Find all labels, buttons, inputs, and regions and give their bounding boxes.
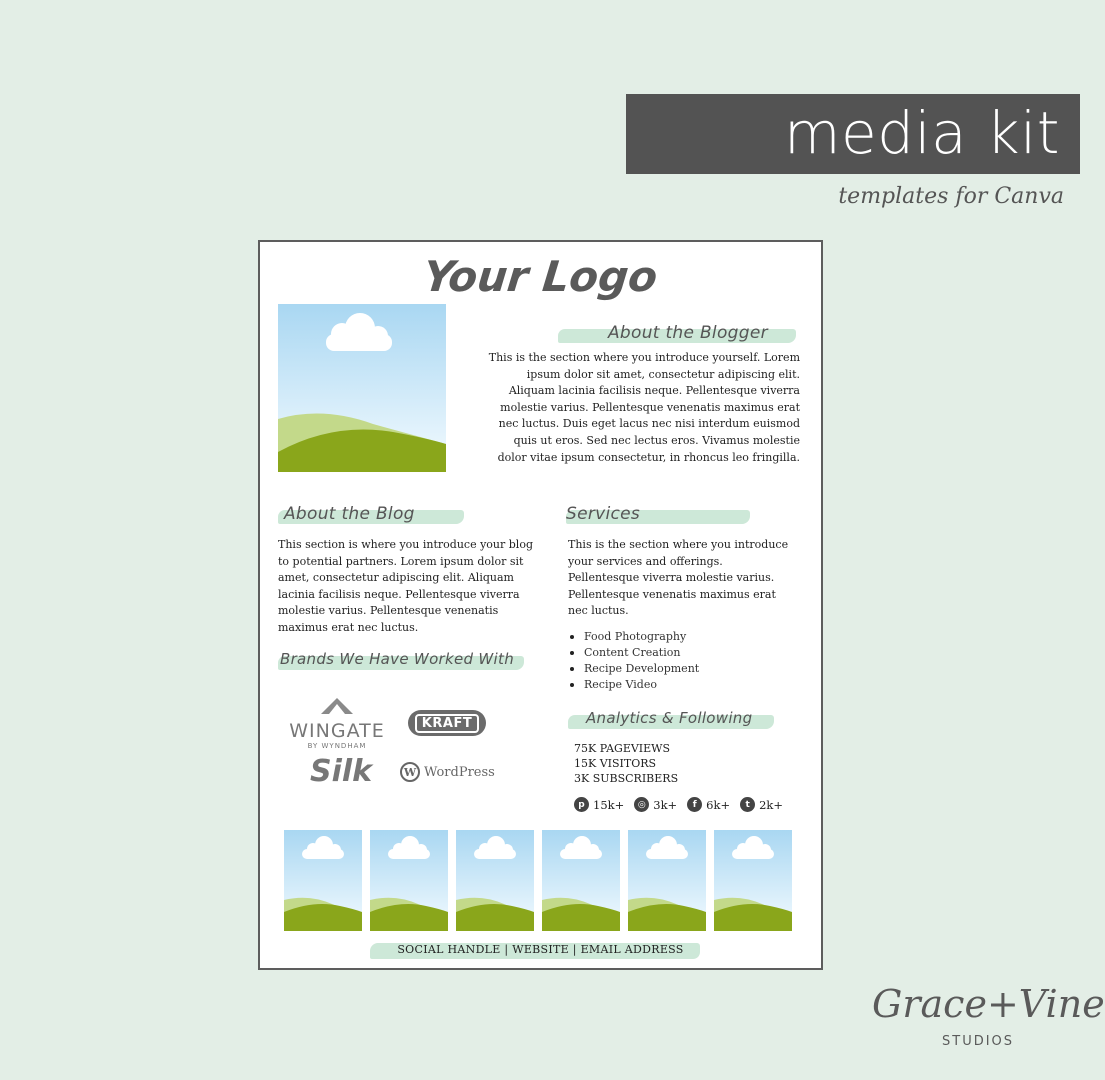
grace-vine-logo [868, 982, 1105, 1062]
landscape-image [456, 830, 534, 931]
social-twitter: t 2k+ [740, 797, 783, 812]
stat-pageviews: 75K PAGEVIEWS [574, 742, 671, 755]
pinterest-icon: p [574, 797, 589, 812]
services-list [568, 629, 768, 693]
gallery-image [456, 830, 534, 931]
heading-analytics: Analytics & Following [568, 711, 774, 733]
facebook-icon: f [687, 797, 702, 812]
wingate-logo: WINGATE BY WYNDHAM [288, 698, 386, 750]
brand-mark-sub: STUDIOS [942, 1034, 1015, 1049]
landscape-image [370, 830, 448, 931]
wingate-emblem-icon [317, 698, 357, 714]
landscape-image [628, 830, 706, 931]
heading-brands: Brands We Have Worked With [278, 652, 524, 674]
banner-title: media kit [783, 99, 1060, 167]
banner-subtitle: templates for Canva [838, 184, 1064, 209]
title-banner [626, 94, 1080, 174]
social-facebook: f 6k+ [687, 797, 730, 812]
brand-mark-main: Grace+Vine [872, 982, 1105, 1026]
kraft-logo: KRAFT [408, 710, 486, 736]
stat-subscribers: 3K SUBSCRIBERS [574, 772, 679, 785]
landscape-image [278, 304, 446, 472]
heading-about-blogger: About the Blogger [558, 325, 796, 347]
instagram-icon: ◎ [634, 797, 649, 812]
landscape-image [542, 830, 620, 931]
about-blog-text: This section is where you introduce your blog to potential partners. Lorem ipsum dolor sit amet, consectetur adipiscing elit. Aliquam lacinia facilisis neque. Pellentesque viverra molestie varius. Pellentesque venenatis maximus erat nec luctus. [278, 538, 533, 634]
list-item: Recipe Video [568, 677, 768, 693]
gallery-image [542, 830, 620, 931]
list-item: Food Photography [568, 629, 768, 645]
logo-placeholder: Your Logo [421, 252, 660, 301]
analytics-stats [574, 741, 678, 786]
list-item: Content Creation [568, 645, 768, 661]
landscape-image [284, 830, 362, 931]
silk-logo: Silk [310, 754, 373, 789]
media-kit-preview [258, 240, 823, 970]
gallery-image [284, 830, 362, 931]
twitter-icon: t [740, 797, 755, 812]
heading-services: Services [566, 506, 750, 528]
landscape-image [714, 830, 792, 931]
profile-image-placeholder [278, 304, 446, 472]
gallery-image [714, 830, 792, 931]
gallery-image [628, 830, 706, 931]
wordpress-icon: W [400, 762, 420, 782]
contact-footer: SOCIAL HANDLE | WEBSITE | EMAIL ADDRESS [397, 943, 684, 956]
wordpress-logo: W WordPress [400, 762, 495, 782]
heading-about-blog: About the Blog [278, 506, 464, 528]
social-pinterest: p 15k+ [574, 797, 624, 812]
social-following [574, 797, 783, 812]
about-blogger-text: This is the section where you introduce yourself. Lorem ipsum dolor sit amet, consectetur adipiscing elit. Aliquam lacinia facilisis neque. Pellentesque viverra molestie varius. Pellentesque venenatis maximus erat nec luctus. Duis eget lacus nec nisi interdum euismod quis ut eros. Sed nec lectus eros. Vivamus molestie dolor vitae ipsum consectetur, in rhoncus leo fringilla. [488, 351, 800, 464]
stat-visitors: 15K VISITORS [574, 757, 657, 770]
services-text: This is the section where you introduce your services and offerings. Pellentesque viverra molestie varius. Pellentesque venenatis maximus erat nec luctus. [568, 538, 789, 618]
list-item: Recipe Development [568, 661, 768, 677]
social-instagram: ◎ 3k+ [634, 797, 677, 812]
gallery-image [370, 830, 448, 931]
